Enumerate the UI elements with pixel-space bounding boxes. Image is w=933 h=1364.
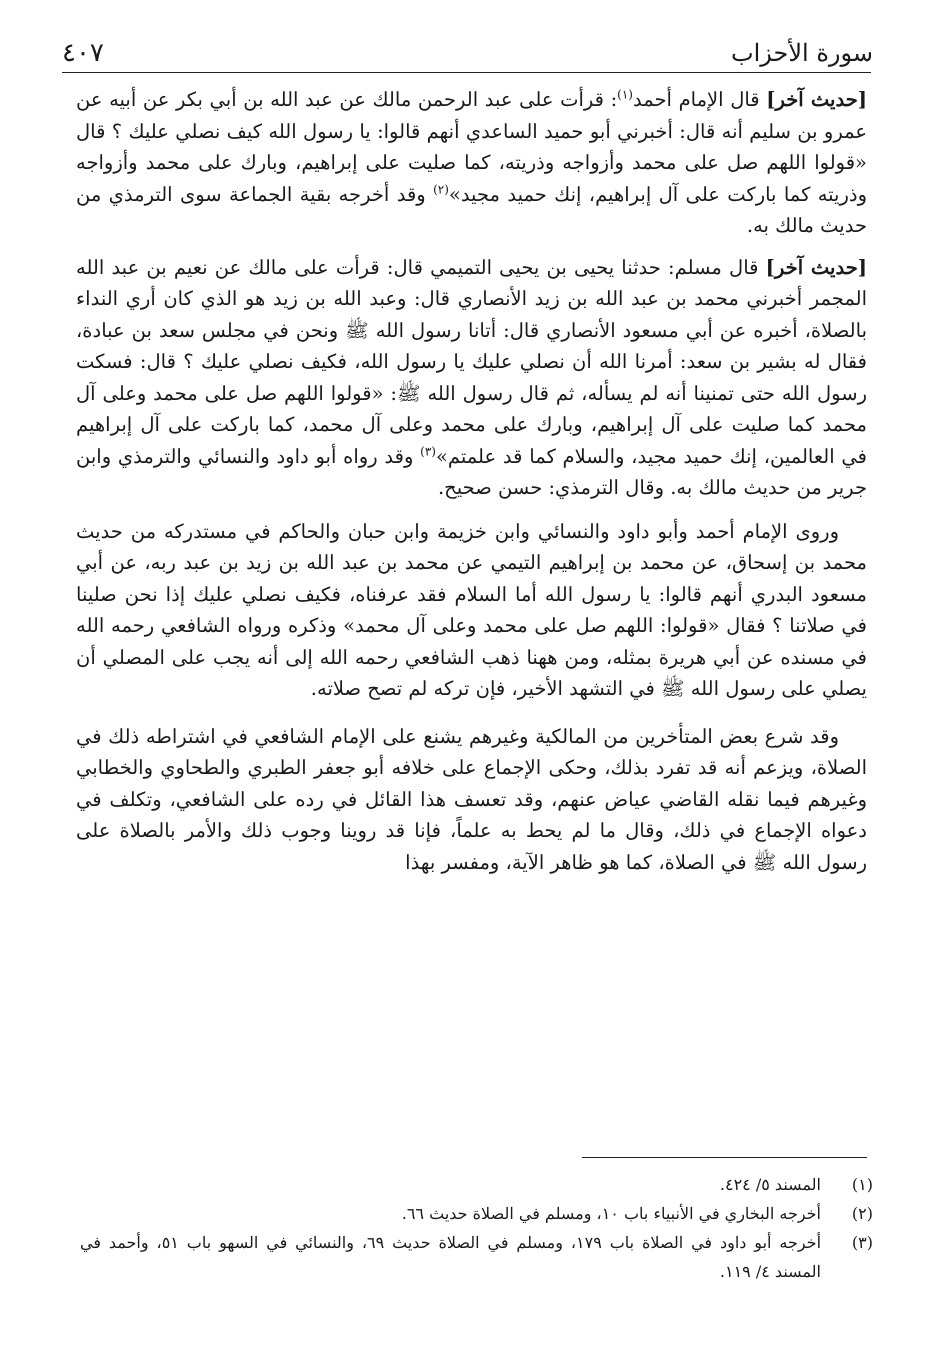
paragraph-text: وقد أخرجه بقية الجماعة سوى الترمذي من حديث مالك به.: [76, 182, 867, 237]
footnote-ref[interactable]: (١): [617, 87, 633, 102]
header-rule: [62, 72, 871, 73]
hadith-label: [حديث آخر]: [765, 255, 867, 279]
hadith-label: [حديث آخر]: [766, 88, 868, 111]
paragraph: وقد شرع بعض المتأخرين من المالكية وغيرهم يشنع على الإمام الشافعي في اشتراطه ذلك في الصلاة، ويزعم أنه قد تفرد بذلك، وحكى الإجماع على خلافه أبو جعفر الطبري والطحاوي والخطابي وغيرهم فيما نقله القاضي عياض عنهم، وقد تعسف هذا القائل في رده على الشافعي، وتكلف في دعواه الإجماع في ذلك، وقال ما لم يحط به علماً، فإنا قد روينا وجوب ذلك والأمر بالصلاة على رسول الله ﷺ في الصلاة، كما هو ظاهر الآية، ومفسر بهذا: [76, 724, 867, 874]
footnote-text: أخرجه البخاري في الأنبياء باب ١٠، ومسلم في الصلاة حديث ٦٦.: [401, 1204, 821, 1223]
paragraph-text: : قرأت على عبد الرحمن مالك عن عبد الله بن أبي بكر عن أبيه عن عمرو بن سليم أنه قال: أخبرني أبو حميد الساعدي أنهم قالوا: يا رسول الله كيف نصلي عليك ؟ قال «قولوا اللهم صل على محمد وأزواجه وذريته، كما صليت على إبراهيم، وبارك على محمد وأزواجه وذريته كما باركت على آل إبراهيم، إنك حميد مجيد»: [76, 88, 867, 206]
page-header: [62, 28, 873, 68]
footnote-ref[interactable]: (٢): [433, 182, 449, 196]
paragraph: [76, 84, 867, 242]
page-number: ٤٠٧: [62, 38, 104, 68]
chapter-title: سورة الأحزاب: [731, 39, 873, 67]
footnote-ref[interactable]: (٣): [420, 444, 436, 458]
paragraph-text: قال مسلم: حدثنا يحيى بن يحيى التميمي قال: قرأت على مالك عن نعيم بن عبد الله المجمر أخبرني محمد بن عبد الله بن زيد الأنصاري قال: وعبد الله بن زيد هو الذي كان أري النداء بالصلاة، أخبره عن أبي مسعود الأنصاري قال: أتانا رسول الله ﷺ ونحن في مجلس سعد بن عبادة، فقال له بشير بن سعد: أمرنا الله أن نصلي عليك يا رسول الله، فكيف نصلي عليك ؟ قال: فسكت رسول الله حتى تمنينا أنه لم يسأله، ثم قال رسول الله ﷺ: «قولوا اللهم صل على محمد وعلى آل محمد كما صليت على آل إبراهيم، وبارك على محمد وعلى آل محمد، كما باركت على آل إبراهيم في العالمين، إنك حميد مجيد، والسلام كما قد علمتم»: [76, 255, 867, 468]
main-text: [76, 84, 867, 878]
footnote-text: أخرجه أبو داود في الصلاة باب ١٧٩، ومسلم في الصلاة حديث ٦٩، والنسائي في السهو باب ٥١، وأحمد في المسند ٤/ ١١٩.: [80, 1233, 822, 1281]
footnote-number: (٣): [851, 1233, 873, 1252]
paragraph: [76, 252, 867, 504]
footnotes: [80, 1170, 873, 1286]
paragraph-text: قال الإمام أحمد: [632, 88, 767, 111]
paragraph-text: وقد رواه أبو داود والنسائي والترمذي وابن جرير من حديث مالك به. وقال الترمذي: حسن صحيح.: [76, 444, 867, 499]
footnote: [80, 1170, 873, 1199]
footnote-divider: [582, 1157, 867, 1158]
footnote-number: (١): [851, 1175, 873, 1194]
footnote: [80, 1199, 873, 1228]
footnote-text: المسند ٥/ ٤٢٤.: [719, 1175, 821, 1194]
paragraph: وروى الإمام أحمد وأبو داود والنسائي وابن خزيمة وابن حبان والحاكم في مستدركه من حديث محمد بن إسحاق، عن محمد بن إبراهيم التيمي عن محمد بن عبد الله بن زيد بن عبد ربه، عن أبي مسعود البدري أنهم قالوا: يا رسول الله أما السلام فقد عرفناه، فكيف نصلي عليك إذا نحن صلينا في صلاتنا ؟ فقال «قولوا: اللهم صل على محمد وعلى آل محمد» وذكره ورواه الشافعي رحمه الله في مسنده عن أبي هريرة بمثله، ومن ههنا ذهب الشافعي رحمه الله إلى أنه يجب على المصلي أن يصلي على رسول الله ﷺ في التشهد الأخير، فإن تركه لم تصح صلاته.: [76, 519, 867, 700]
footnote: [80, 1228, 873, 1286]
footnote-number: (٢): [851, 1204, 873, 1223]
